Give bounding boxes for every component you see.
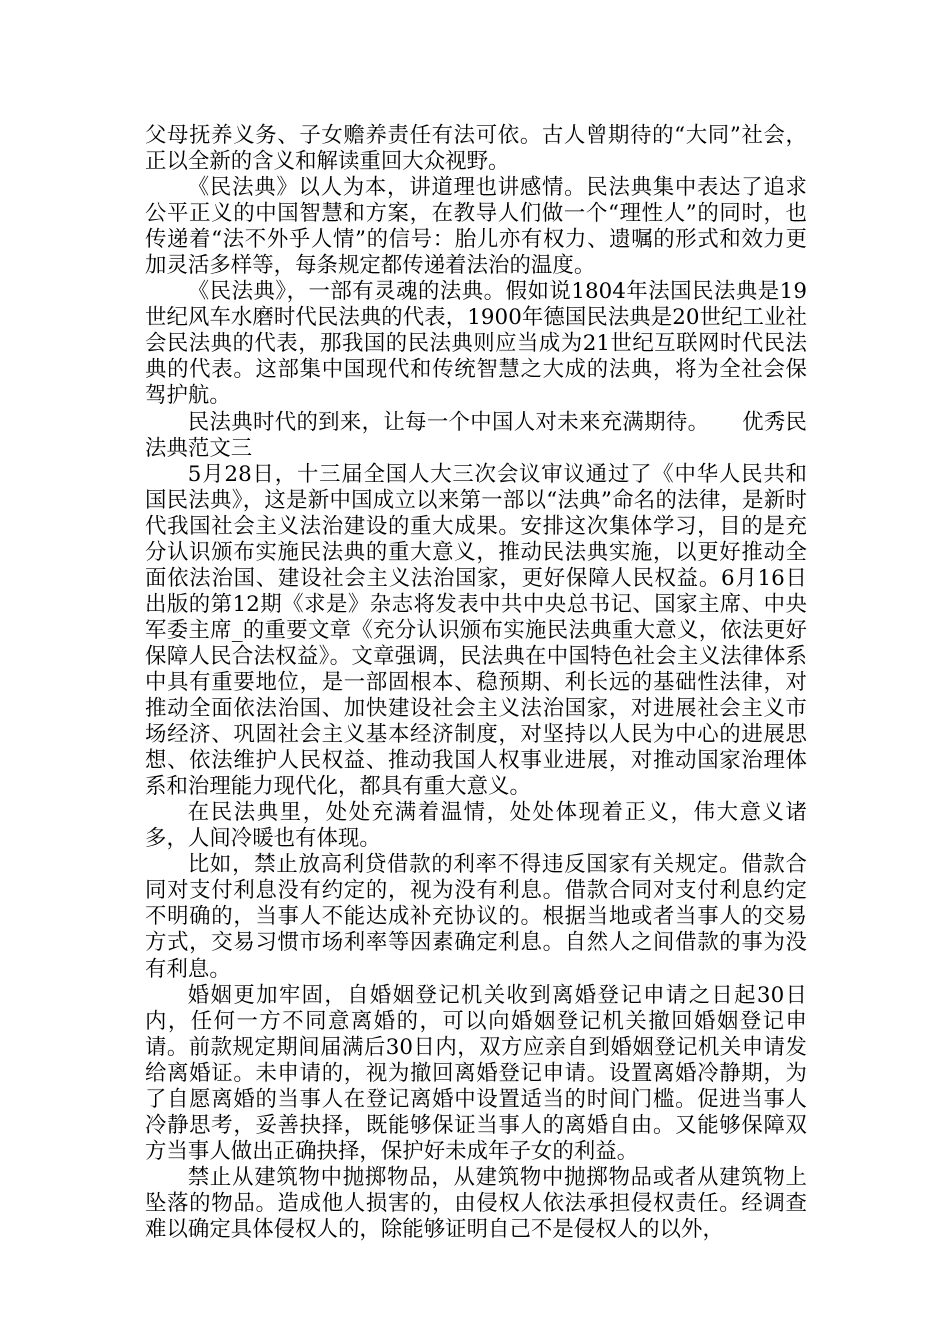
paragraph: 比如，禁止放高利贷借款的利率不得违反国家有关规定。借款合同对支付利息没有约定的，视为没有利息。借款合同对支付利息约定不明确的，当事人不能达成补充协议的。根据当地或者当事人的交易方式，交易习惯市场利率等因素确定利息。自然人之间借款的事为没有利息。 (145, 852, 807, 982)
paragraph: 禁止从建筑物中抛掷物品，从建筑物中抛掷物品或者从建筑物上坠落的物品。造成他人损害的，由侵权人依法承担侵权责任。经调查难以确定具体侵权人的，除能够证明自己不是侵权人的以外， (145, 1164, 807, 1242)
document-body (145, 123, 807, 1243)
paragraph: 在民法典里，处处充满着温情，处处体现着正义，伟大意义诸多，人间冷暖也有体现。 (145, 800, 807, 852)
paragraph: 《民法典》，一部有灵魂的法典。假如说1804年法国民法典是19世纪风车水磨时代民法典的代表，1900年德国民法典是20世纪工业社会民法典的代表，那我国的民法典则应当成为21世纪互联网时代民法典的代表。这部集中国现代和传统智慧之大成的法典，将为全社会保驾护航。 (145, 279, 807, 409)
paragraph: 《民法典》以人为本，讲道理也讲感情。民法典集中表达了追求公平正义的中国智慧和方案，在教导人们做一个“理性人”的同时，也传递着“法不外乎人情”的信号：胎儿亦有权力、遗嘱的形式和效力更加灵活多样等，每条规定都传递着法治的温度。 (145, 175, 807, 279)
paragraph: 婚姻更加牢固，自婚姻登记机关收到离婚登记申请之日起30日内，任何一方不同意离婚的，可以向婚姻登记机关撤回婚姻登记申请。前款规定期间届满后30日内，双方应亲自到婚姻登记机关申请发给离婚证。未申请的，视为撤回离婚登记申请。设置离婚冷静期，为了自愿离婚的当事人在登记离婚中设置适当的时间门槛。促进当事人冷静思考，妥善抉择，既能够保证当事人的离婚自由。又能够保障双方当事人做出正确抉择，保护好未成年子女的利益。 (145, 982, 807, 1164)
paragraph: 民法典时代的到来，让每一个中国人对未来充满期待。 优秀民法典范文三 (145, 409, 807, 461)
paragraph: 5月28日，十三届全国人大三次会议审议通过了《中华人民共和国民法典》，这是新中国成立以来第一部以“法典”命名的法律，是新时代我国社会主义法治建设的重大成果。安排这次集体学习，目的是充分认识颁布实施民法典的重大意义，推动民法典实施，以更好推动全面依法治国、建设社会主义法治国家，更好保障人民权益。6月16日出版的第12期《求是》杂志将发表中共中央总书记、国家主席、中央军委主席_的重要文章《充分认识颁布实施民法典重大意义，依法更好保障人民合法权益》。文章强调，民法典在中国特色社会主义法律体系中具有重要地位，是一部固根本、稳预期、利长远的基础性法律，对推动全面依法治国、加快建设社会主义法治国家，对进展社会主义市场经济、巩固社会主义基本经济制度，对坚持以人民为中心的进展思想、依法维护人民权益、推动我国人权事业进展，对推动国家治理体系和治理能力现代化，都具有重大意义。 (145, 461, 807, 800)
paragraph: 父母抚养义务、子女赡养责任有法可依。古人曾期待的“大同”社会，正以全新的含义和解读重回大众视野。 (145, 123, 807, 175)
